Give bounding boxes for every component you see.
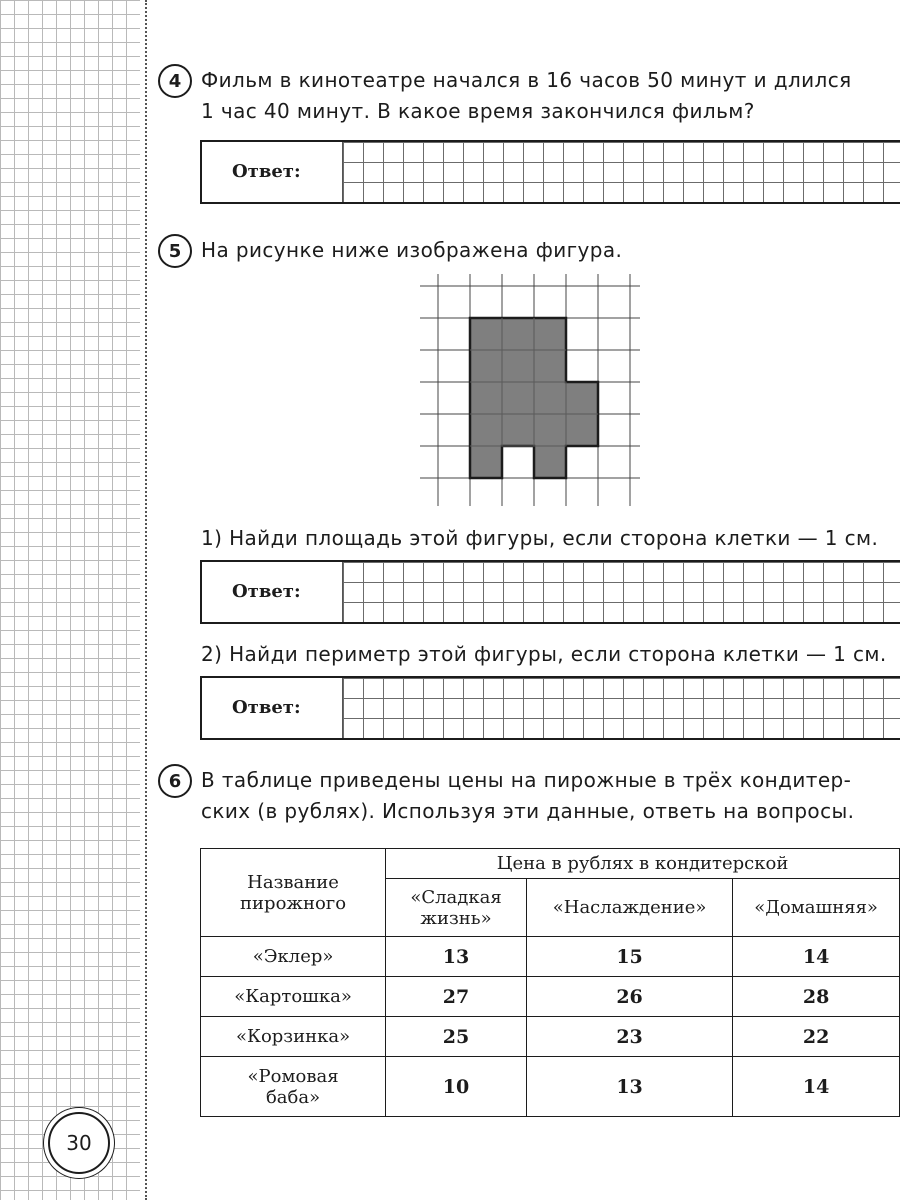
table-header-shop-2: «Наслаждение» [526,879,732,937]
answer-label: Ответ: [232,161,301,182]
margin-grid [0,0,140,1200]
price-cell: 22 [733,1017,900,1057]
task-5-question-2: 2) Найди периметр этой фигуры, если сторона клетки — 1 см. [201,642,887,666]
table-row [201,1057,900,1117]
row-name: «Картошка» [201,977,386,1017]
task-5-number: 5 [158,234,192,268]
answer-label: Ответ: [232,697,301,718]
task-5-area-answer-box[interactable] [200,560,900,624]
table-header-name: Название пирожного [201,849,386,937]
price-cell: 26 [526,977,732,1017]
price-cell: 14 [733,937,900,977]
task-6-number: 6 [158,764,192,798]
row-name: «Эклер» [201,937,386,977]
task-4-text-line-2: 1 час 40 минут. В какое время закончился фильм? [201,99,755,123]
price-cell: 15 [526,937,732,977]
margin-dotted-line [145,0,147,1200]
price-cell: 13 [386,937,527,977]
table-row [201,1017,900,1057]
answer-cells[interactable] [342,678,900,738]
task-4-number: 4 [158,64,192,98]
task-5-perimeter-answer-box[interactable] [200,676,900,740]
task-6-text-line-1: В таблице приведены цены на пирожные в трёх кондитер- [201,768,852,792]
grid-figure [420,274,640,506]
table-row [201,937,900,977]
price-cell: 10 [386,1057,527,1117]
price-cell: 28 [733,977,900,1017]
price-cell: 14 [733,1057,900,1117]
table-header-group: Цена в рублях в кондитерской [386,849,900,879]
task-5-intro: На рисунке ниже изображена фигура. [201,238,623,262]
task-4-text-line-1: Фильм в кинотеатре начался в 16 часов 50 минут и длился [201,68,852,92]
task-4-answer-box[interactable] [200,140,900,204]
price-cell: 23 [526,1017,732,1057]
price-cell: 25 [386,1017,527,1057]
row-name: «Ромовая баба» [201,1057,386,1117]
answer-cells[interactable] [342,562,900,622]
page-number: 30 [48,1112,110,1174]
price-cell: 13 [526,1057,732,1117]
price-cell: 27 [386,977,527,1017]
answer-cells[interactable] [342,142,900,202]
table-header-shop-1: «Сладкая жизнь» [386,879,527,937]
task-5-question-1: 1) Найди площадь этой фигуры, если сторона клетки — 1 см. [201,526,879,550]
answer-label: Ответ: [232,581,301,602]
row-name: «Корзинка» [201,1017,386,1057]
task-6-text-line-2: ских (в рублях). Используя эти данные, ответь на вопросы. [201,799,855,823]
table-row [201,977,900,1017]
table-header-shop-3: «Домашняя» [733,879,900,937]
price-table [200,848,900,1117]
